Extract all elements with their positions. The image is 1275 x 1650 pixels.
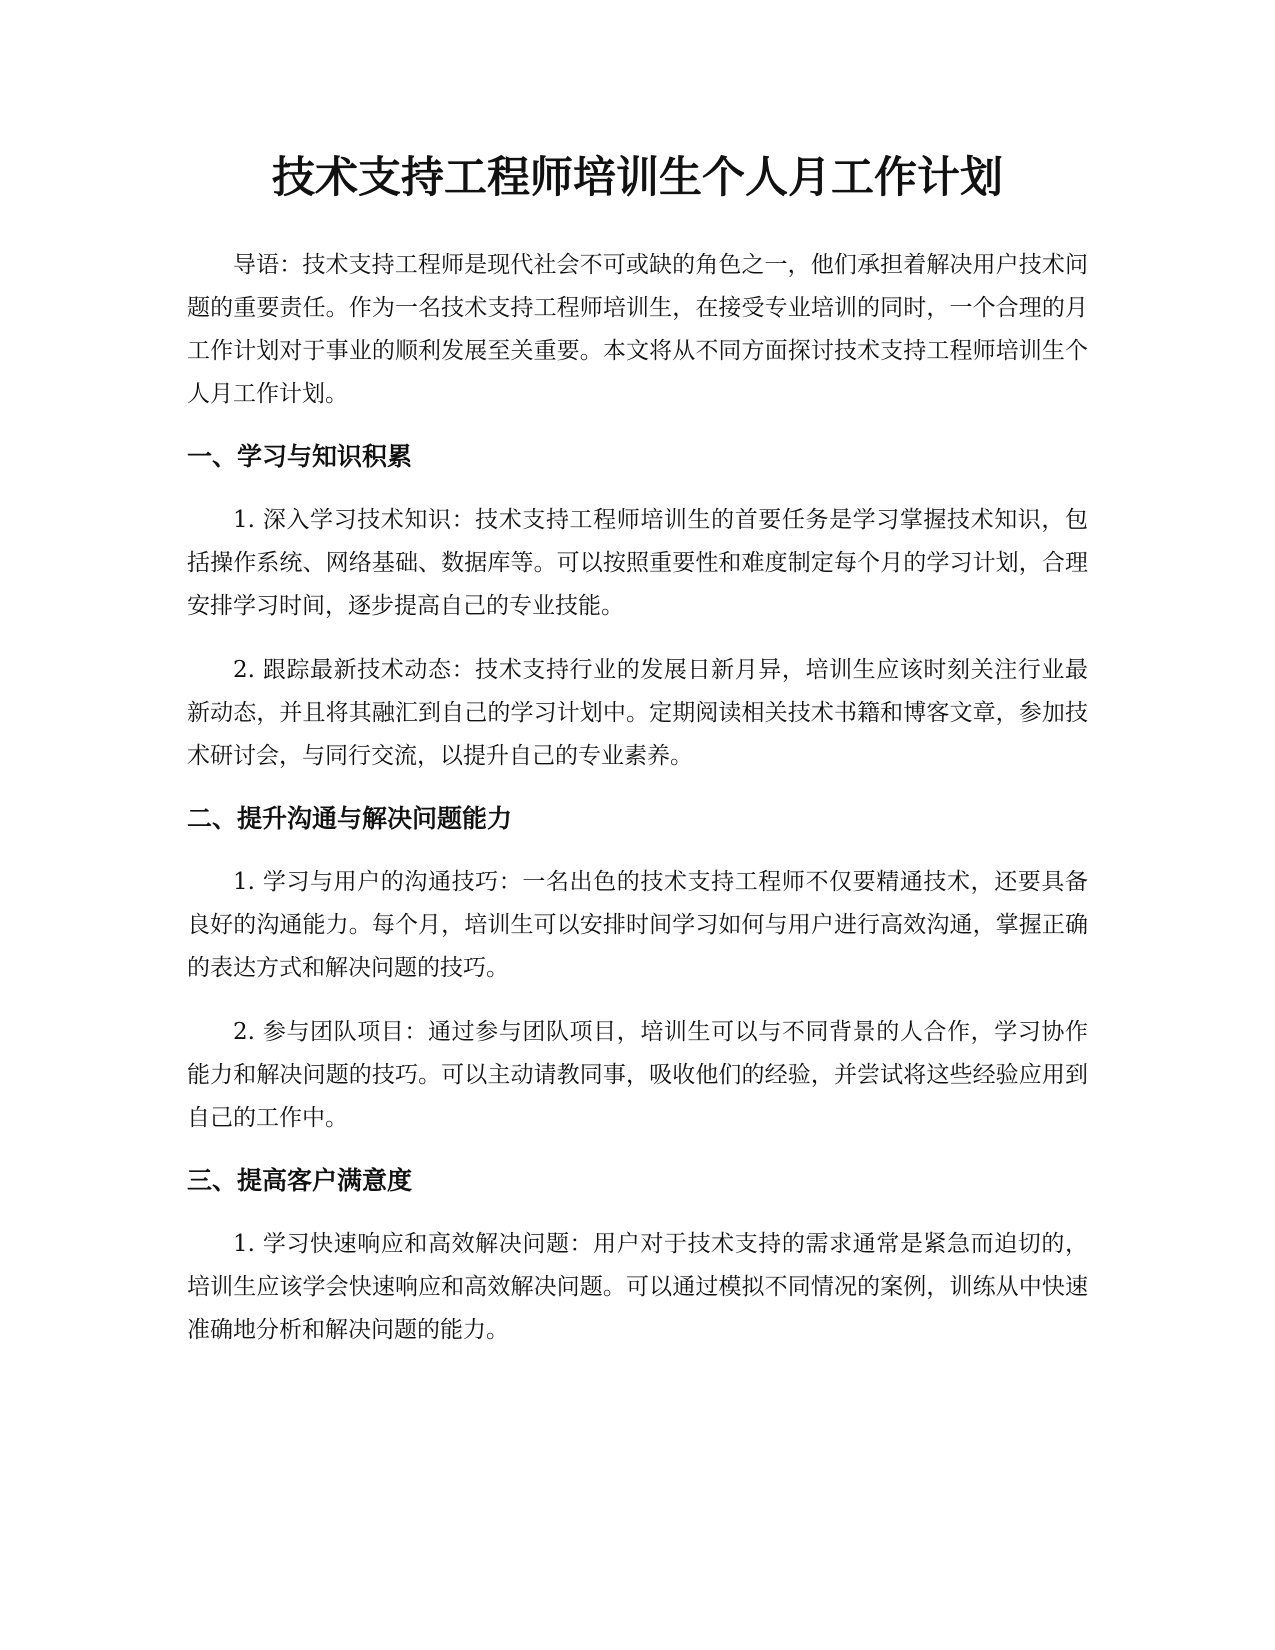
section-paragraph: 2. 跟踪最新技术动态：技术支持行业的发展日新月异，培训生应该时刻关注行业最新动态，并且将其融汇到自己的学习计划中。定期阅读相关技术书籍和博客文章，参加技术研讨会，与同行交流，以提升自己的专业素养。 — [187, 657, 1088, 769]
intro-paragraph: 导语：技术支持工程师是现代社会不可或缺的角色之一，他们承担着解决用户技术问题的重要责任。作为一名技术支持工程师培训生，在接受专业培训的同时，一个合理的月工作计划对于事业的顺利发展至关重要。本文将从不同方面探讨技术支持工程师培训生个人月工作计划。 — [187, 252, 1088, 407]
section-paragraph: 1. 学习与用户的沟通技巧：一名出色的技术支持工程师不仅要精通技术，还要具备良好的沟通能力。每个月，培训生可以安排时间学习如何与用户进行高效沟通，掌握正确的表达方式和解决问题的技巧。 — [187, 869, 1088, 981]
section-heading-communication: 二、提升沟通与解决问题能力 — [187, 804, 513, 833]
section-paragraph: 1. 深入学习技术知识：技术支持工程师培训生的首要任务是学习掌握技术知识，包括操作系统、网络基础、数据库等。可以按照重要性和难度制定每个月的学习计划，合理安排学习时间，逐步提高自己的专业技能。 — [187, 507, 1088, 619]
document-title: 技术支持工程师培训生个人月工作计划 — [272, 153, 1003, 203]
section-heading-satisfaction: 三、提高客户满意度 — [187, 1166, 413, 1195]
section-paragraph: 2. 参与团队项目：通过参与团队项目，培训生可以与不同背景的人合作，学习协作能力和解决问题的技巧。可以主动请教同事，吸收他们的经验，并尝试将这些经验应用到自己的工作中。 — [187, 1019, 1088, 1131]
document-page — [187, 148, 1088, 1373]
section-heading-learning: 一、学习与知识积累 — [187, 442, 413, 471]
section-paragraph: 1. 学习快速响应和高效解决问题：用户对于技术支持的需求通常是紧急而迫切的，培训生应该学会快速响应和高效解决问题。可以通过模拟不同情况的案例，训练从中快速准确地分析和解决问题的能力。 — [187, 1231, 1088, 1343]
